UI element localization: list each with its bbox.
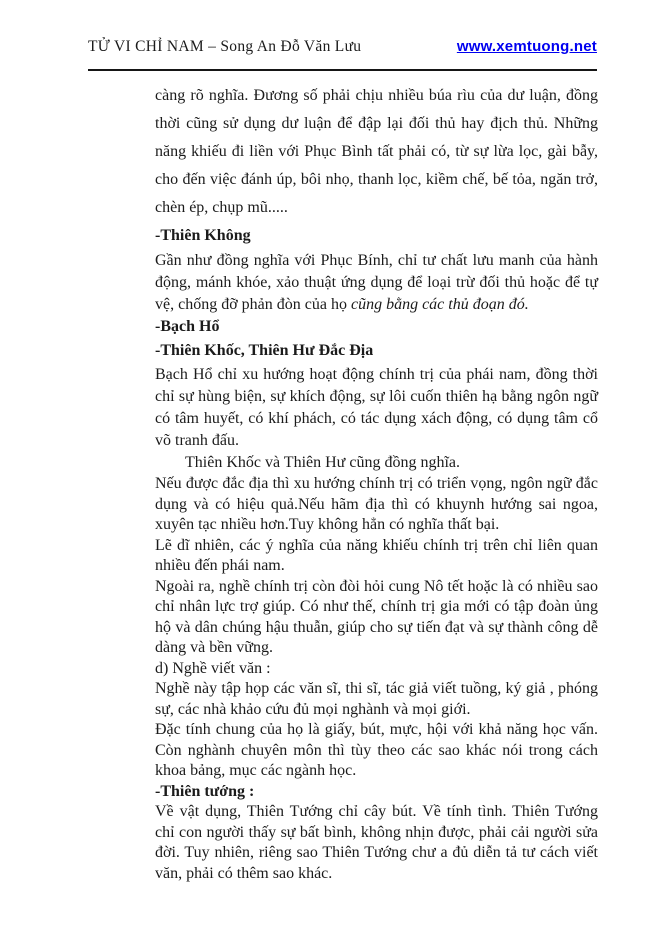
website-link[interactable]: www.xemtuong.net (456, 38, 597, 55)
document-body (155, 82, 598, 884)
paragraph-thien-khoc-note: Thiên Khốc và Thiên Hư cũng đồng nghĩa. (185, 454, 460, 471)
section-heading-thien-tuong: -Thiên tướng : (155, 782, 255, 800)
section-heading-bach-ho: -Bạch Hổ (155, 318, 220, 335)
paragraph-dac-dia: Nếu được đắc địa thì xu hướng chính trị có triển vọng, ngôn ngữ đắc dụng và có hiệu quả.Nếu hãm địa thì có khuynh hướng sai ngoa, xuyên tạc nhiều hơn.Tuy không hẳn có nghĩa thất bại. (155, 475, 598, 533)
italic-phrase: cũng bằng các thủ đoạn đó. (350, 296, 529, 313)
page-header (88, 38, 597, 56)
section-heading-thien-khong: -Thiên Không (155, 227, 251, 244)
paragraph-phuc-binh: càng rõ nghĩa. Đương số phải chịu nhiều búa rìu của dư luận, đồng thời cũng sử dụng dư luận để đập lại đối thủ hay địch thủ. Những năng khiếu đi liền với Phục Bình tất phải có, từ sự lừa lọc, gài bẫy, cho đến việc đánh úp, bôi nhọ, thanh lọc, kiềm chế, bế tỏa, ngăn trở, chèn ép, chụp mũ..... (155, 87, 598, 216)
section-heading-thien-khoc-thien-hu: -Thiên Khốc, Thiên Hư Đắc Địa (155, 342, 374, 359)
paragraph-dac-tinh-chung: Đặc tính chung của họ là giấy, bút, mực, hội với khả năng học vấn. Còn nghành chuyên môn thì tùy theo các sao khác nói trong cách khoa bảng, mục các ngành học. (155, 721, 598, 779)
paragraph-le-di-nhien: Lẽ dĩ nhiên, các ý nghĩa của năng khiếu chính trị trên chỉ liên quan nhiều đến phái nam. (155, 536, 598, 574)
paragraph-text: Gần như đồng nghĩa với Phục Bính, chỉ tư chất lưu manh của hành động, mánh khóe, xảo thuật ứng dụng để loại trừ đối thủ hoặc để tự vệ, chống đỡ phản đòn của họ (155, 252, 598, 313)
subsection-label-nghe-viet-van: d) Nghề viết văn : (155, 659, 271, 677)
paragraph-thien-tuong: Về vật dụng, Thiên Tướng chỉ cây bút. Về tính tình. Thiên Tướng chỉ con người thấy sự bất bình, không nhịn được, phải cải người sửa đời. Tuy nhiên, riêng sao Thiên Tướng chư a đủ diễn tả tư cách viết văn, phải có thêm sao khác. (155, 803, 598, 882)
paragraph-nghe-nay: Nghề này tập họp các văn sĩ, thi sĩ, tác giả viết tuồng, ký giả , phóng sự, các nhà khảo cứu đủ mọi nghành và mọi giới. (155, 680, 598, 718)
paragraph-ngoai-ra: Ngoài ra, nghề chính trị còn đòi hỏi cung Nô tết hoặc là có nhiều sao chỉ nhân lực trợ giúp. Có như thế, chính trị gia mới có tập đoàn ủng hộ và dân chúng hậu thuẫn, giúp cho sự tiến đạt và sự thành công dễ dàng và bền vững. (155, 577, 598, 656)
header-divider (88, 69, 597, 71)
paragraph-bach-ho: Bạch Hổ chỉ xu hướng hoạt động chính trị của phái nam, đồng thời chỉ sự hùng biện, sự khích động, sự lôi cuốn thiên hạ bằng ngôn ngữ có tâm huyết, có khí phách, có tác dụng xách động, có dụng tâm cổ võ tranh đấu. (155, 366, 598, 449)
paragraph-thien-khong (155, 250, 598, 316)
document-title: TỬ VI CHỈ NAM – Song An Đỗ Văn Lưu (88, 38, 362, 55)
